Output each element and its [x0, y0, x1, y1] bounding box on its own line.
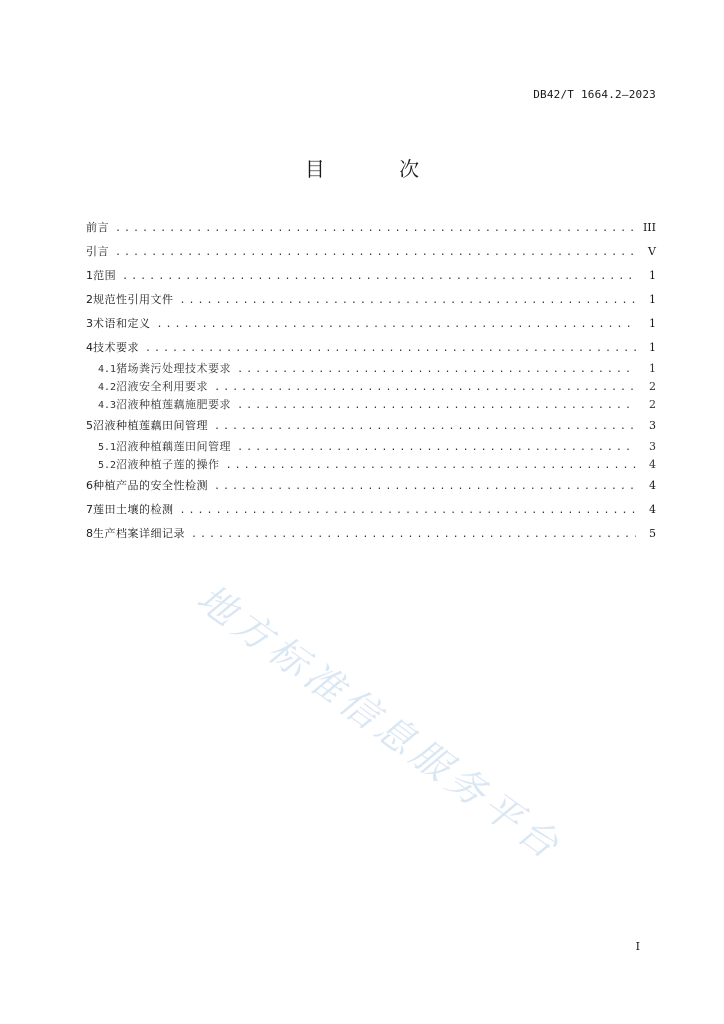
- toc-entry-number: 4: [86, 341, 93, 354]
- toc-entry-page: 1: [649, 341, 656, 354]
- toc-entry-label: 沼液种植莲藕施肥要求: [116, 398, 232, 411]
- toc-subentry[interactable]: [86, 396, 656, 414]
- toc-entry[interactable]: [86, 264, 656, 288]
- toc-entry-number: 4.1: [98, 364, 117, 375]
- toc-entry[interactable]: [86, 240, 656, 264]
- toc-entry[interactable]: [86, 336, 656, 360]
- toc-entry[interactable]: [86, 474, 656, 498]
- toc-subentry[interactable]: [86, 438, 656, 456]
- toc-entry[interactable]: [86, 216, 656, 240]
- toc-entry-page: 4: [649, 479, 656, 492]
- toc-entry-page: 1: [649, 293, 656, 306]
- toc-leader-dots: [115, 241, 636, 265]
- toc-entry-label: 技术要求: [93, 341, 139, 354]
- toc-entry-label: 莲田土壤的检测: [93, 503, 174, 516]
- toc-leader-dots: [157, 313, 637, 337]
- toc-leader-dots: [226, 457, 636, 475]
- toc-entry-number: 7: [86, 503, 93, 516]
- toc-entry-label: 术语和定义: [93, 317, 151, 330]
- toc-entry-label: 规范性引用文件: [93, 293, 174, 306]
- toc-leader-dots: [214, 415, 636, 439]
- toc-leader-dots: [214, 475, 636, 499]
- toc-leader-dots: [237, 397, 636, 415]
- toc-leader-dots: [191, 523, 636, 547]
- toc-entry-number: 4.3: [98, 400, 117, 411]
- toc-leader-dots: [115, 217, 636, 241]
- document-code: DB42/T 1664.2—2023: [533, 88, 656, 101]
- toc-entry-page: 2: [649, 398, 656, 411]
- toc-entry-page: 3: [649, 419, 656, 432]
- toc-entry-number: 2: [86, 293, 93, 306]
- toc-leader-dots: [237, 439, 636, 457]
- table-of-contents: [86, 216, 656, 546]
- toc-entry-label: 生产档案详细记录: [93, 527, 185, 540]
- toc-entry-page: 4: [649, 503, 656, 516]
- toc-entry-page: 5: [649, 527, 656, 540]
- toc-subentry[interactable]: [86, 360, 656, 378]
- toc-entry-number: 5: [86, 419, 93, 432]
- toc-entry-page: 3: [649, 440, 656, 453]
- toc-entry-page: III: [642, 221, 656, 234]
- toc-entry-page: 4: [649, 458, 656, 471]
- toc-leader-dots: [180, 499, 637, 523]
- toc-subentry[interactable]: [86, 378, 656, 396]
- toc-entry-page: 1: [649, 362, 656, 375]
- toc-entry-label: 沼液种植子莲的操作: [116, 458, 220, 471]
- watermark: 地方标准信息服务平台: [189, 575, 571, 870]
- toc-entry-number: 3: [86, 317, 93, 330]
- toc-leader-dots: [145, 337, 636, 361]
- toc-entry-number: 6: [86, 479, 93, 492]
- toc-entry-label: 种植产品的安全性检测: [93, 479, 208, 492]
- toc-entry-number: 5.1: [98, 442, 117, 453]
- toc-entry-label: 沼液种植藕莲田间管理: [116, 440, 232, 453]
- toc-entry-number: 1: [86, 269, 93, 282]
- toc-leader-dots: [122, 265, 636, 289]
- toc-entry-label: 范围: [93, 269, 117, 282]
- toc-subentry[interactable]: [86, 456, 656, 474]
- toc-entry[interactable]: [86, 522, 656, 546]
- toc-entry-label: 沼液种植莲藕田间管理: [93, 419, 208, 432]
- toc-entry-page: 1: [649, 317, 656, 330]
- toc-entry-label: 前言: [86, 221, 109, 234]
- toc-entry-page: 2: [649, 380, 656, 393]
- toc-entry[interactable]: [86, 312, 656, 336]
- toc-leader-dots: [214, 379, 636, 397]
- toc-leader-dots: [180, 289, 637, 313]
- toc-entry-page: 1: [649, 269, 656, 282]
- toc-entry-label: 沼液安全利用要求: [116, 380, 209, 393]
- toc-entry-number: 4.2: [98, 382, 117, 393]
- toc-entry-page: V: [648, 245, 656, 258]
- toc-entry-number: 8: [86, 527, 93, 540]
- toc-entry-label: 猪场粪污处理技术要求: [116, 362, 232, 375]
- toc-entry[interactable]: [86, 498, 656, 522]
- page-number: I: [635, 940, 640, 953]
- toc-entry[interactable]: [86, 288, 656, 312]
- toc-leader-dots: [237, 361, 636, 379]
- toc-title: 目 次: [304, 157, 454, 181]
- toc-entry-number: 5.2: [98, 460, 117, 471]
- toc-entry[interactable]: [86, 414, 656, 438]
- toc-entry-label: 引言: [86, 245, 109, 258]
